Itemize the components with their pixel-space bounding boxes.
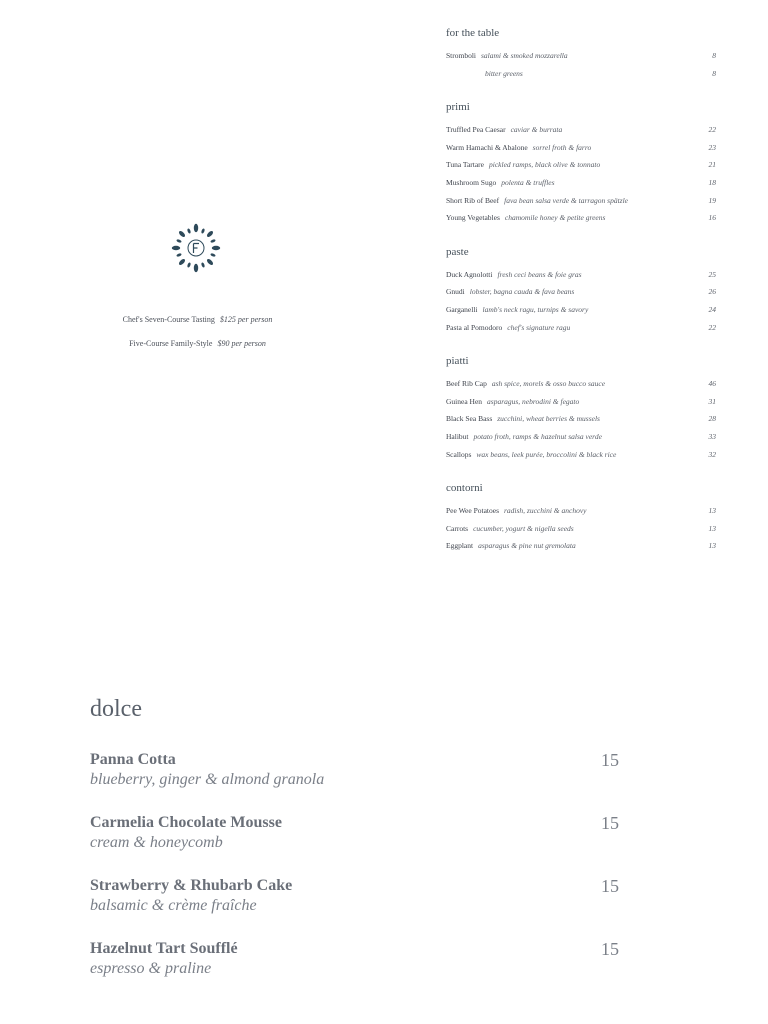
item-name: Black Sea Bass <box>446 414 493 424</box>
section-contorni <box>446 481 716 559</box>
menu-item <box>446 323 716 341</box>
item-price: 22 <box>708 125 716 135</box>
item-price: 15 <box>601 939 619 959</box>
item-description: bitter greens <box>485 68 523 78</box>
item-price: 32 <box>708 449 716 459</box>
menu-item <box>446 287 716 305</box>
tasting-option <box>90 339 305 348</box>
menu-item <box>446 305 716 323</box>
menu-item <box>446 270 716 288</box>
section-paste <box>446 245 716 340</box>
item-price: 13 <box>708 523 716 533</box>
item-price: 18 <box>708 177 716 187</box>
item-description: balsamic & crème fraîche <box>90 897 257 914</box>
menu-item <box>446 432 716 450</box>
tasting-price: $90 per person <box>217 339 266 348</box>
item-price: 15 <box>601 876 619 896</box>
item-name: Stromboli <box>446 51 477 60</box>
menu-item <box>446 160 716 178</box>
section-primi <box>446 100 716 231</box>
tasting-name: Chef's Seven-Course Tasting <box>122 315 215 324</box>
item-name: Pee Wee Potatoes <box>446 506 499 516</box>
item-price: 15 <box>601 750 619 770</box>
item-description: ash spice, morels & osso bucco sauce <box>491 379 606 389</box>
item-price: 33 <box>708 431 716 441</box>
item-description: espresso & praline <box>90 960 212 977</box>
item-name: Gnudi <box>446 287 465 297</box>
dessert-section <box>90 694 630 1002</box>
item-name: Young Vegetables <box>446 213 500 223</box>
menu-item <box>446 379 716 397</box>
item-description: zucchini, wheat berries & mussels <box>497 414 600 424</box>
item-description: cucumber, yogurt & nigella seeds <box>473 523 574 533</box>
menu-item <box>446 397 716 415</box>
section-title: for the table <box>446 27 500 39</box>
item-price: 16 <box>708 213 716 223</box>
section-title: piatti <box>446 355 469 368</box>
section-piatti <box>446 354 716 467</box>
item-price: 25 <box>708 269 716 279</box>
item-name: Mushroom Sugo <box>446 177 497 187</box>
menu-item <box>446 506 716 524</box>
item-price: 15 <box>601 813 619 833</box>
item-name: Truffled Pea Caesar <box>446 125 506 135</box>
item-name: Scallops <box>446 449 472 459</box>
menu-item <box>446 450 716 468</box>
section-for-the-table <box>446 26 716 86</box>
item-name: Beef Rib Cap <box>446 379 487 389</box>
item-description: chamomile honey & petite greens <box>504 213 606 223</box>
item-name: Eggplant <box>446 541 474 551</box>
item-name: Carrots <box>446 523 469 533</box>
item-description: fava bean salsa verde & tarragon spätzle <box>504 195 629 205</box>
item-name: Strawberry & Rhubarb Cake <box>90 877 293 894</box>
item-description: blueberry, ginger & almond granola <box>90 771 325 788</box>
dessert-item <box>90 750 630 813</box>
item-description: radish, zucchini & anchovy <box>504 506 587 516</box>
item-price: 24 <box>708 304 716 314</box>
item-name: Hazelnut Tart Soufflé <box>90 940 238 957</box>
item-name: Warm Hamachi & Abalone <box>446 142 528 152</box>
item-description: lamb's neck ragu, turnips & savory <box>482 304 589 314</box>
tasting-menu-options <box>90 315 305 363</box>
item-name: Halibut <box>446 431 469 441</box>
item-price: 8 <box>712 51 716 60</box>
item-description: salami & smoked mozzarella <box>481 51 568 60</box>
item-name: Short Rib of Beef <box>446 195 500 205</box>
item-name: Tuna Tartare <box>446 160 485 170</box>
section-title: dolce <box>90 696 142 722</box>
item-price: 46 <box>708 379 716 389</box>
item-price: 23 <box>708 142 716 152</box>
menu-item <box>446 69 716 87</box>
item-price: 19 <box>708 195 716 205</box>
menu-item <box>446 524 716 542</box>
item-price: 31 <box>708 396 716 406</box>
menu-item <box>446 143 716 161</box>
dessert-item <box>90 813 630 876</box>
item-description: polenta & truffles <box>501 177 555 187</box>
menu-item <box>446 196 716 214</box>
item-description: pickled ramps, black olive & tonnato <box>489 160 601 170</box>
restaurant-logo-icon <box>170 222 222 274</box>
item-price: 21 <box>708 160 716 170</box>
item-description: lobster, bagna cauda & fava beans <box>469 287 575 297</box>
item-price: 26 <box>708 287 716 297</box>
menu-column <box>446 26 716 573</box>
section-title: primi <box>446 101 470 114</box>
item-price: 28 <box>708 414 716 424</box>
item-description: wax beans, leek purée, broccolini & black rice <box>476 449 617 459</box>
item-name: Duck Agnolotti <box>446 269 493 279</box>
item-description: fresh ceci beans & foie gras <box>497 269 582 279</box>
menu-item <box>446 213 716 231</box>
item-description: chef's signature ragu <box>507 322 571 332</box>
item-description: caviar & burrata <box>510 125 563 135</box>
item-name: Garganelli <box>446 304 478 314</box>
tasting-name: Five-Course Family-Style <box>129 339 213 348</box>
dessert-item <box>90 876 630 939</box>
item-name: Panna Cotta <box>90 751 176 768</box>
menu-item <box>446 51 716 69</box>
item-name: Guinea Hen <box>446 396 483 406</box>
menu-item <box>446 414 716 432</box>
item-description: potato froth, ramps & hazelnut salsa verde <box>473 431 602 441</box>
section-title: paste <box>446 245 469 258</box>
item-description: sorrel froth & farro <box>532 142 592 152</box>
menu-item <box>446 541 716 559</box>
menu-item <box>446 178 716 196</box>
menu-item <box>446 125 716 143</box>
tasting-option <box>90 315 305 324</box>
item-price: 13 <box>708 541 716 551</box>
tasting-price: $125 per person <box>219 315 273 324</box>
item-price: 22 <box>708 322 716 332</box>
item-description: asparagus & pine nut gremolata <box>478 541 576 551</box>
item-name: Carmelia Chocolate Mousse <box>90 814 282 831</box>
dessert-item <box>90 939 630 1002</box>
item-price: 13 <box>708 506 716 516</box>
item-name: Pasta al Pomodoro <box>446 322 503 332</box>
item-description: cream & honeycomb <box>90 834 223 851</box>
item-price: 8 <box>712 68 716 78</box>
section-title: contorni <box>446 482 483 495</box>
item-description: asparagus, nebrodini & fegato <box>487 396 580 406</box>
